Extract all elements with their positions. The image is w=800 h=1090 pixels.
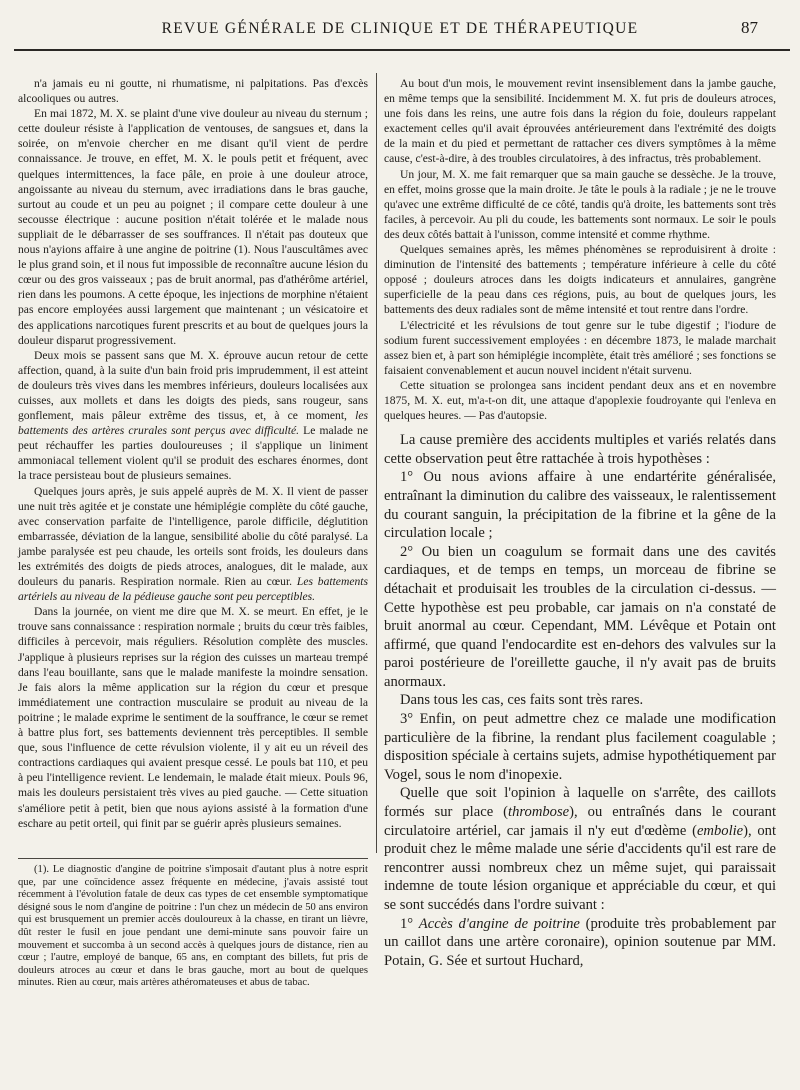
paragraph [18,484,368,605]
italic-run: embolie [696,822,744,839]
paragraph [384,76,776,167]
paragraph [384,378,776,423]
paragraph [384,468,776,542]
right-column-large-text [384,431,776,970]
text-run: Au bout d'un mois, le mouvement revint insensiblement dans la jambe gauche, en même temps que la sensibilité. Incidemment M. X. fut pris de douleurs atroces, une fois dans les reins, une autre fois dans la région du foie, douleurs rappelant exactement celles qu'il avait éprouvées antérieurement dans l'extrémité des doigts de la main et du pied et permettant de rattacher ces divers symptômes à la même cause, c'est-à-dire, à des troubles circulatoires, à des infractus, très probablement. [384,77,776,166]
italic-run: Accès d'angine de poitrine [418,915,580,932]
paragraph [384,242,776,317]
running-title: REVUE GÉNÉRALE DE CLINIQUE ET DE THÉRAPEUTIQUE [161,20,639,37]
paragraph [384,543,776,692]
page-number: 87 [741,18,758,37]
paragraph [18,348,368,484]
column-rule [376,73,377,853]
text-run: Le malade ne peut réchauffer les parties douloureuses ; il s'applique un liniment ammoniacal tellement violent qu'il se produit des eschares énormes, dont la trace persisteau bout de plusieurs semaines. [18,424,368,483]
text-run: Dans la journée, on vient me dire que M. X. se meurt. En effet, je le trouve sans connaissance : respiration normale ; bruits du cœur très faibles, difficiles à percevoir, mais réguliers. Résolution complète des muscles. J'applique à plusieurs reprises sur la région des cuisses un marteau trempé dans l'eau bouillante, sans que le malade manifeste la moindre sensation. Je fais alors la même application sur la région du cœur et presque immédiatement une contraction musculaire se produit au niveau de la poitrine ; le malade exprime le sentiment de la souffrance, le cœur se remet à battre plus fort, ses battements deviennent très perceptibles. Il semble que, sous l'influence de cette révulsion violente, il y ait eu un réveil des contractions cardiaques qui avaient presque cessé. Le pouls bat 110, et peu à peu l'intelligence revient. Le lendemain, le malade était mieux. Pouls 96, mais les douleurs persistaient très vives au pied gauche. — Cette situation s'améliore petit à petit, bien que nous ayions assisté à la formation d'une eschare au petit orteil, qui finit par se guérir après plusieurs semaines. [18,605,368,830]
paragraph [18,106,368,348]
text-run: ), ou entraînés dans le courant circulatoire artériel, car jamais il n'y eut d'œdème ( [384,804,777,839]
left-column [18,76,368,831]
italic-run: Les battements artériels au niveau de la pédieuse gauche sont peu perceptibles. [18,575,369,604]
text-run: La cause première des accidents multiples et variés relatés dans cette observation peut être rattachée à trois hypothèses : [384,432,776,467]
text-run: En mai 1872, M. X. se plaint d'une vive douleur au niveau du sternum ; cette douleur résiste à l'application de ventouses, de sangsues et, dans la soirée, on m'envoie chercher en me disant qu'il vient de perdre connaissance. Je trouve, en effet, M. X. le pouls petit et fréquent, avec quelques intermittences, la face pâle, en proie à une douleur atroce, angoissante au niveau du sternum, avec irradiations dans le bras gauche, surtout au coude et un peu au poignet ; il compare cette douleur à une secousse électrique : aucune position n'était tolérée et le malade nous suppliait de le débarrasser de ses souffrances. Il n'était pas douteux que nous n'ayions affaire à une angine de poitrine (1). Nous l'auscultâmes avec le plus grand soin, et il nous fut impossible de reconnaître aucune lésion du cœur ou des gros vaisseaux ; pas de bruit anormal, pas d'athérôme artériel, rien dans les poumons. A cette époque, les injections de morphine n'étaient pas encore employées aussi largement que maintenant ; un vésicatoire et des applications narcotiques furent prescrits et au bout de quelques jours la douleur disparut progressivement. [18,107,368,347]
text-run: n'a jamais eu ni goutte, ni rhumatisme, ni palpitations. Pas d'excès alcooliques ou autres. [18,77,368,106]
text-run: Dans tous les cas, ces faits sont très rares. [400,692,644,709]
right-column [384,76,776,970]
text-run: (produite très probablement par un caillot dans une artère coronaire), opinion soutenue par MM. Potain, G. Sée et surtout Huchard, [384,915,776,969]
header-rule [14,49,790,51]
text-run: Quelques semaines après, les mêmes phénomènes se reproduisirent à droite : diminution de l'intensité des battements ; température inférieure à celle du côté opposé ; douleurs atroces dans les doigts indicateurs et annulaires, gangrène superficielle de la peau dans ces régions, puis, au bout de quelques jours, les battements des deux radiales sont de même intensité et tout rentre dans l'ordre. [384,243,776,317]
footnote: (1). Le diagnostic d'angine de poitrine s'imposait d'autant plus à notre esprit que, par une coïncidence assez fréquente en médecine, j'avais assisté tout récemment à l'évolution fatale de deux cas types de cet ensemble symptomatique désigné sous le nom d'angine de poitrine : l'un chez un médecin de 50 ans environ qui est brusquement un premier accès douloureux à la chasse, en tirant un lièvre, dût rester le fusil en joue pendant une demi-minute sans pouvoir faire un mouvement et succomba à un second accès à quelques jours de distance, rien au cœur ; l'autre, employé de banque, 65 ans, en comptant des billets, fut pris de douleurs atroces au cœur et dans le bras gauche, mort au bout de quelques minutes. Rien au cœur, mais artères athéromateuses et abus de tabac. [18,864,368,989]
paragraph [18,76,368,106]
footnote-rule [18,858,368,859]
paragraph [384,784,776,914]
paragraph [384,915,776,971]
text-run: Quelques jours après, je suis appelé auprès de M. X. Il vient de passer une nuit très agitée et je constate une hémiplégie complète du côté gauche, avec conservation parfaite de l'intelligence, parole difficile, déglutition embarrassée, déviation de la langue, sensibilité abolie du côté paralysé. La jambe paralysée est peu chaude, les orteils sont froids, les douleurs dans les extrémités des doigts de pieds atroces, analogues, dit le malade, aux douleurs du panaris. Respiration normale. Rien au cœur. [18,484,368,589]
paragraph [384,691,776,710]
text-run: Quelle que soit l'opinion à laquelle on s'arrête, des caillots formés sur place ( [384,785,776,821]
paragraph [18,604,368,830]
text-run: 1° [400,915,419,932]
running-head [0,18,800,42]
text-run: 2° Ou bien un coagulum se formait dans une des cavités cardiaques, et de temps en temps, un morceau de fibrine se détachait et produisait les troubles de la circulation ci-dessus. — Cette hypothèse est peu probable, car jamais on n'a constaté de bruit anormal au cœur. Cependant, MM. Lévêque et Potain ont affirmé, que quand l'endocardite est en-dehors des valvules sur la paroi postérieure de l'oreillette gauche, il n'y avait pas de bruits anormaux. [384,543,776,690]
text-run: L'électricité et les révulsions de tout genre sur le tube digestif ; l'iodure de sodium furent successivement employées : en décembre 1873, le malade marchait assez bien et, à part son hémiplégie incomplète, était très amélioré ; ses fonctions se faisaient convenablement et aucun nouvel incident n'était survenu. [384,318,776,377]
italic-run: thrombose [508,804,570,821]
text-run: Deux mois se passent sans que M. X. éprouve aucun retour de cette affection, quand, à la suite d'un bain froid pris imprudemment, il est atteint de douleurs très vives dans les membres inférieurs, douleurs localisées aux cuisses, aux mollets et dans les doigts des pieds, sans rougeur, sans gonflement, mais pâleur extrême des tissus, et, à ce moment, [18,348,368,423]
right-column-small-text [384,76,776,423]
text-run: 3° Enfin, on peut admettre chez ce malade une modification particulière de la fibrine, la rendant plus facilement coagulable ; disposition spéciale à certains sujets, admise hypothétiquement par Vogel, sous le nom d'inopexie. [384,711,776,783]
text-run: Cette situation se prolongea sans incident pendant deux ans et en novembre 1875, M. X. eut, m'a-t-on dit, une attaque d'apoplexie foudroyante qui l'enleva en quelques heures. — Pas d'autopsie. [384,378,776,423]
paragraph [384,710,776,784]
paragraph [384,431,776,468]
paragraph [384,318,776,378]
italic-run: les battements des artères crurales sont perçus avec difficulté. [18,409,368,438]
text-run: ), ont produit chez le même malade une série d'accidents qu'il est rare de rencontrer aussi nombreux chez un même sujet, qui paraissait indemne de toute lésion organique et appréciable du cœur, et qui se sont succédés dans l'ordre suivant : [384,822,777,913]
text-run: 1° Ou nous avions affaire à une endartérite généralisée, entraînant la diminution du calibre des vaisseaux, le ralentissement du courant sanguin, la précipitation de la fibrine et la gêne de la circulation locale ; [384,469,776,542]
paragraph [384,167,776,242]
text-run: Un jour, M. X. me fait remarquer que sa main gauche se dessèche. Je la trouve, en effet, moins grosse que la main droite. Je tâte le pouls à la radiale ; je ne le trouve qu'avec une extrême difficulté de ce côté, tandis qu'à droite, les battements sont très faciles, à percevoir. Au pli du coude, les battements sont normaux. Le soir le pouls des deux côtés battait à l'unisson, comme intensité et comme rhythme. [384,167,776,241]
